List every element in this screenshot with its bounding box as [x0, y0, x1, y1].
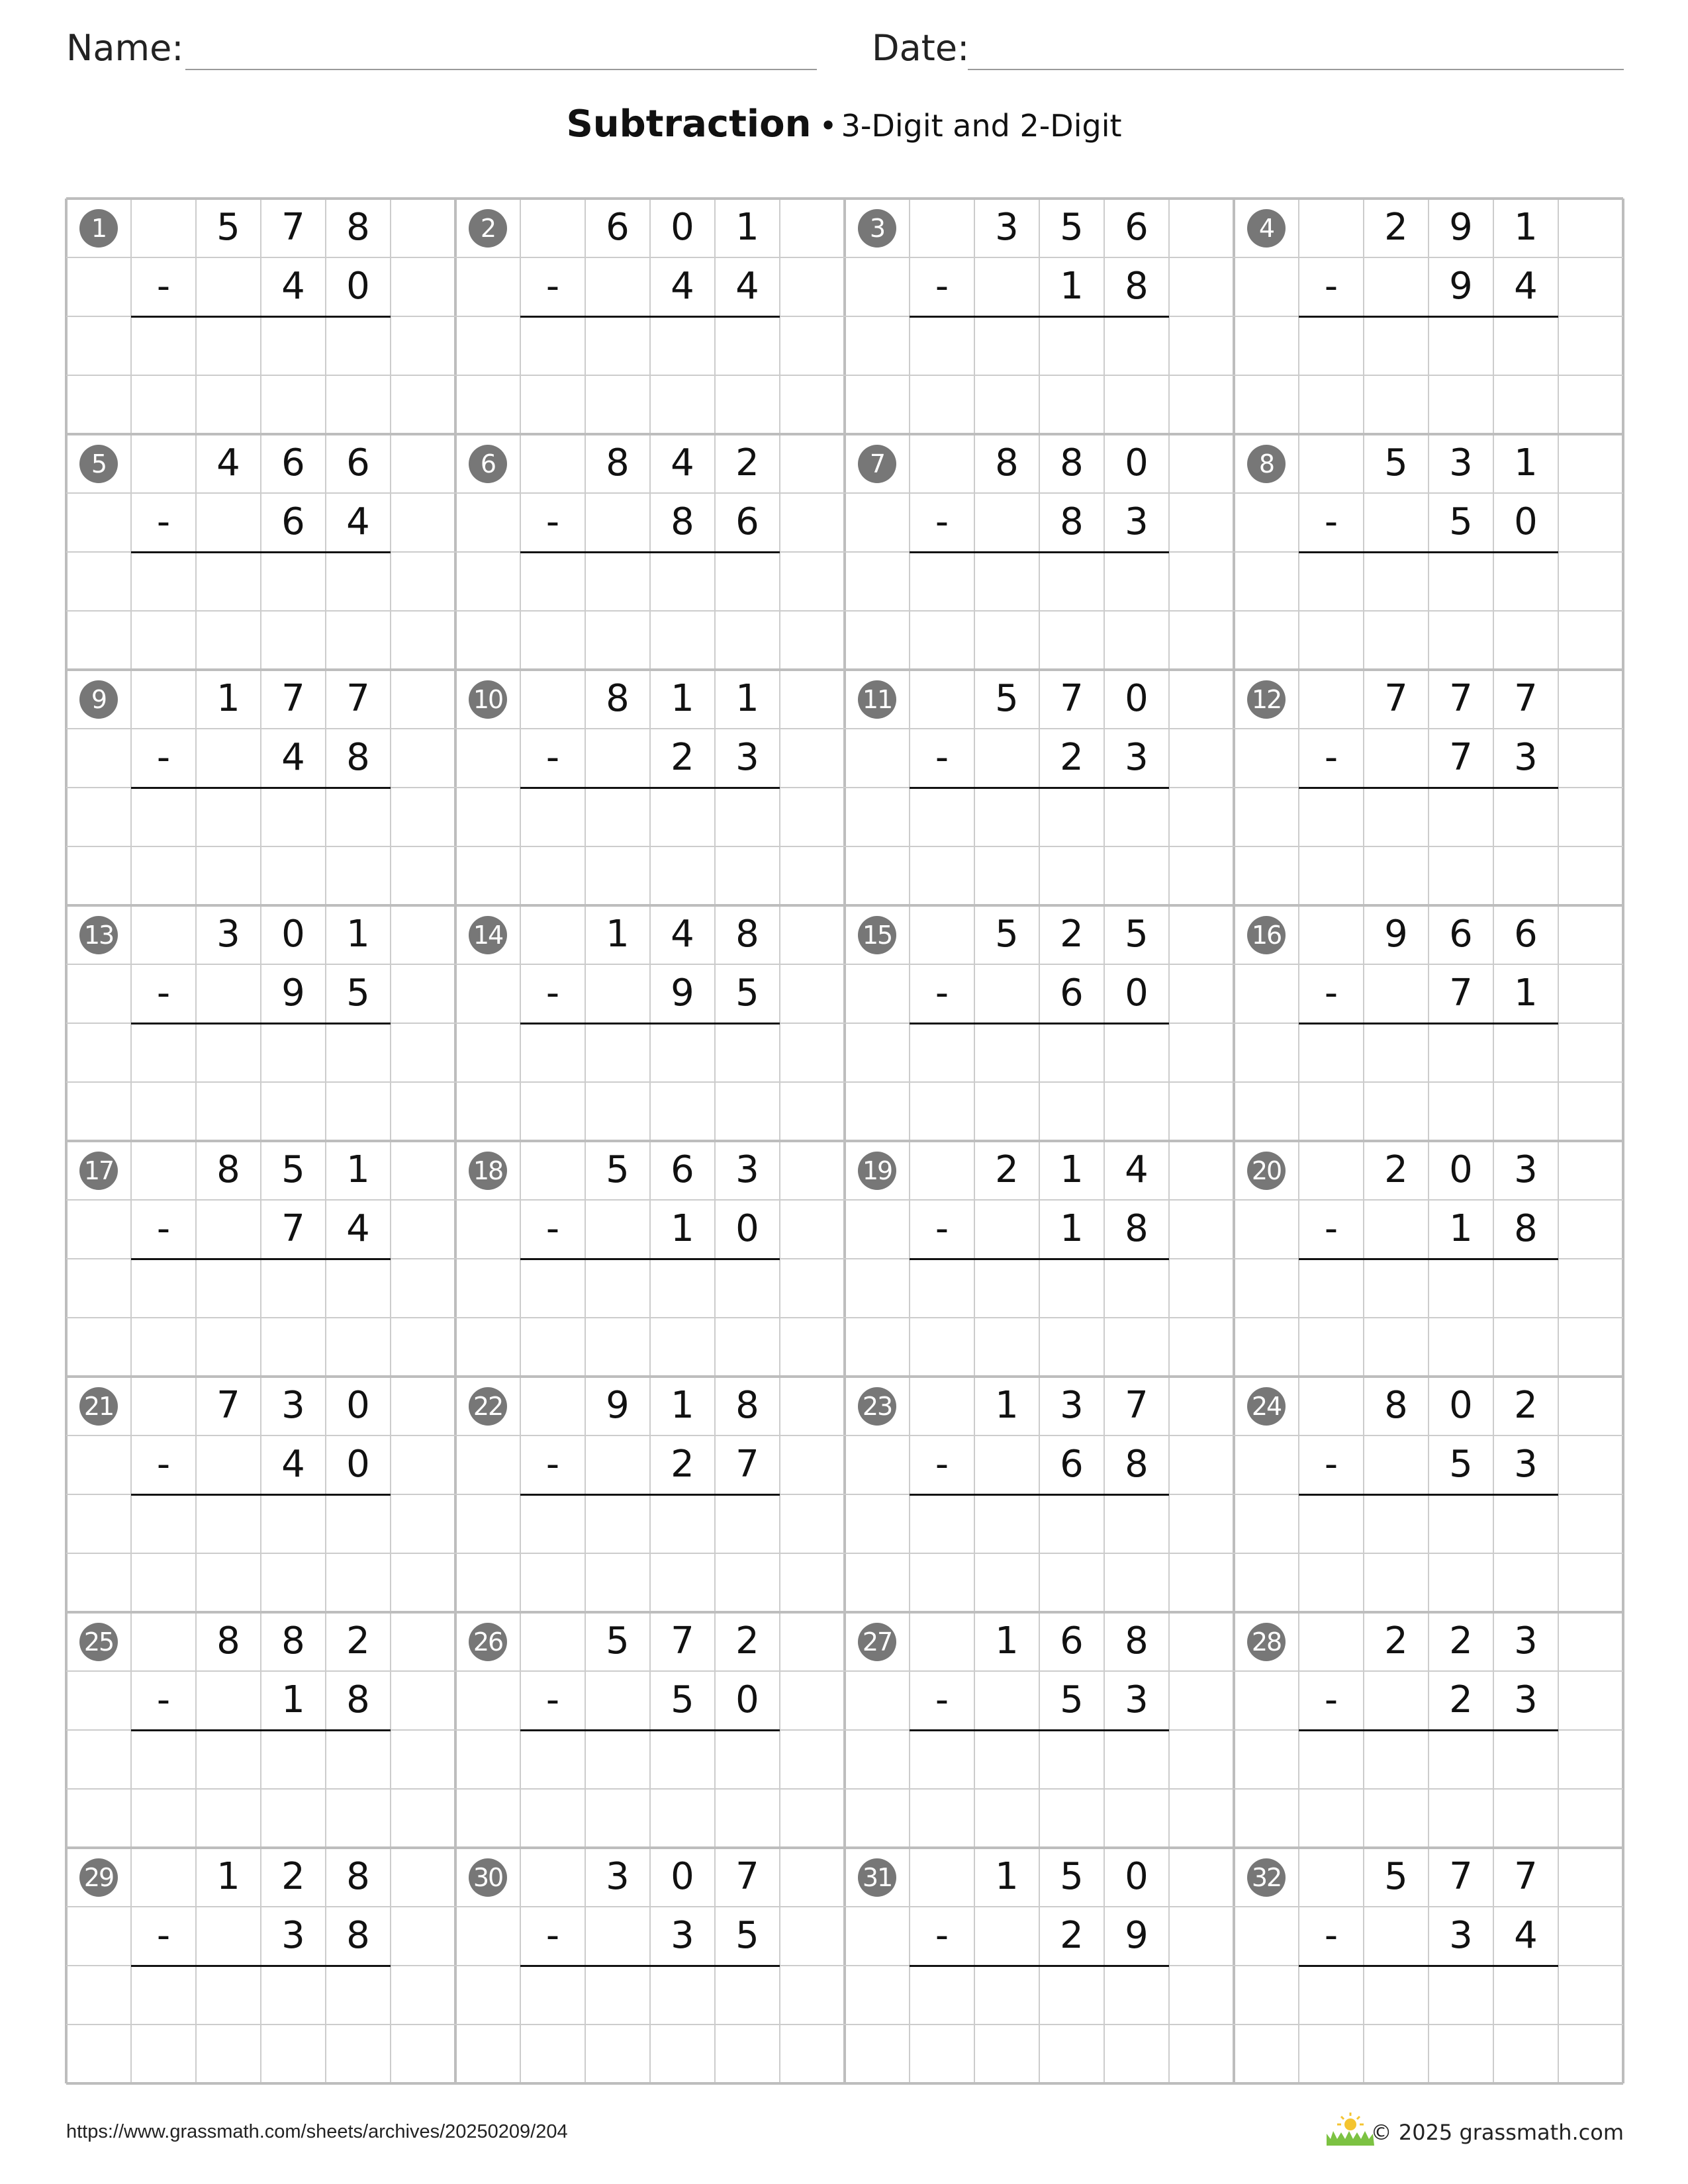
minus-sign: -: [935, 736, 949, 779]
subtrahend-digit: 3: [671, 1914, 694, 1957]
minuend-digit: 7: [1449, 677, 1473, 720]
subtrahend-digit: 0: [735, 1207, 759, 1250]
problem-number-badge: 14: [469, 916, 507, 954]
subtrahend-digit: 9: [281, 972, 305, 1015]
minus-sign: -: [1324, 1207, 1338, 1250]
minuend-digit: 3: [995, 206, 1019, 249]
minuend-digit: 8: [606, 441, 630, 484]
subtrahend-digit: 1: [1060, 265, 1084, 308]
minuend-digit: 5: [1060, 206, 1084, 249]
minuend-digit: 6: [1060, 1619, 1084, 1662]
problem-number-badge: 22: [469, 1387, 507, 1426]
minuend-digit: 2: [1060, 913, 1084, 956]
minuend-digit: 1: [606, 913, 630, 956]
subtrahend-digit: 9: [1449, 265, 1473, 308]
minuend-digit: 6: [346, 441, 370, 484]
subtrahend-digit: 6: [735, 500, 759, 543]
subtrahend-digit: 8: [346, 1678, 370, 1721]
subtrahend-digit: 0: [1514, 500, 1538, 543]
minus-sign: -: [1324, 265, 1338, 308]
minus-sign: -: [935, 1443, 949, 1486]
problem-number-badge: 32: [1247, 1858, 1286, 1897]
problem-number-badge: 24: [1247, 1387, 1286, 1426]
problem-number-badge: 31: [858, 1858, 896, 1897]
subtrahend-digit: 6: [281, 500, 305, 543]
minuend-digit: 3: [1449, 441, 1473, 484]
answer-line: [520, 1023, 780, 1024]
minus-sign: -: [156, 1443, 171, 1486]
subtrahend-digit: 3: [1125, 1678, 1149, 1721]
problem-number-badge: 8: [1247, 445, 1286, 483]
subtrahend-digit: 8: [671, 500, 694, 543]
minuend-digit: 0: [281, 913, 305, 956]
minuend-digit: 5: [1060, 1855, 1084, 1898]
subtrahend-digit: 4: [1514, 265, 1538, 308]
minuend-digit: 6: [671, 1148, 694, 1191]
subtrahend-digit: 4: [671, 265, 694, 308]
answer-line: [1299, 1023, 1558, 1024]
subtrahend-digit: 4: [346, 1207, 370, 1250]
problem-number-badge: 23: [858, 1387, 896, 1426]
minuend-digit: 7: [1125, 1384, 1149, 1427]
answer-line: [131, 1023, 391, 1024]
minus-sign: -: [1324, 736, 1338, 779]
minuend-digit: 3: [216, 913, 240, 956]
problem-number-badge: 9: [79, 680, 118, 719]
problem-number-badge: 12: [1247, 680, 1286, 719]
answer-line: [1299, 551, 1558, 553]
subtrahend-digit: 3: [1514, 1443, 1538, 1486]
subtrahend-digit: 7: [735, 1443, 759, 1486]
minus-sign: -: [156, 265, 171, 308]
answer-line: [1299, 1965, 1558, 1967]
answer-line: [910, 1023, 1169, 1024]
minus-sign: -: [935, 972, 949, 1015]
minuend-digit: 5: [606, 1619, 630, 1662]
problem-number-badge: 10: [469, 680, 507, 719]
minus-sign: -: [156, 1914, 171, 1957]
minuend-digit: 5: [995, 677, 1019, 720]
subtrahend-digit: 4: [1514, 1914, 1538, 1957]
subtrahend-digit: 3: [1449, 1914, 1473, 1957]
minuend-digit: 0: [1449, 1148, 1473, 1191]
minuend-digit: 7: [1514, 677, 1538, 720]
minuend-digit: 1: [216, 1855, 240, 1898]
subtrahend-digit: 8: [1060, 500, 1084, 543]
minuend-digit: 1: [1060, 1148, 1084, 1191]
minuend-digit: 8: [735, 1384, 759, 1427]
minus-sign: -: [935, 265, 949, 308]
minuend-digit: 3: [1514, 1619, 1538, 1662]
minuend-digit: 7: [1514, 1855, 1538, 1898]
minuend-digit: 7: [1060, 677, 1084, 720]
subtrahend-digit: 5: [735, 1914, 759, 1957]
minuend-digit: 0: [346, 1384, 370, 1427]
minuend-digit: 2: [1449, 1619, 1473, 1662]
minuend-digit: 9: [606, 1384, 630, 1427]
problem-number-badge: 7: [858, 445, 896, 483]
answer-line: [1299, 316, 1558, 318]
subtrahend-digit: 1: [671, 1207, 694, 1250]
subtrahend-digit: 5: [1449, 500, 1473, 543]
subtrahend-digit: 3: [1125, 500, 1149, 543]
subtrahend-digit: 2: [1449, 1678, 1473, 1721]
minuend-digit: 6: [1125, 206, 1149, 249]
minuend-digit: 1: [735, 206, 759, 249]
minuend-digit: 5: [1125, 913, 1149, 956]
subtrahend-digit: 3: [1514, 1678, 1538, 1721]
minus-sign: -: [545, 1207, 560, 1250]
minuend-digit: 0: [1449, 1384, 1473, 1427]
subtrahend-digit: 6: [1060, 1443, 1084, 1486]
answer-line: [131, 1965, 391, 1967]
subtrahend-digit: 9: [671, 972, 694, 1015]
problem-number-badge: 15: [858, 916, 896, 954]
minuend-digit: 2: [735, 1619, 759, 1662]
minuend-digit: 7: [735, 1855, 759, 1898]
minuend-digit: 5: [995, 913, 1019, 956]
answer-line: [910, 787, 1169, 789]
subtrahend-digit: 8: [1125, 265, 1149, 308]
minuend-digit: 8: [1384, 1384, 1408, 1427]
minuend-digit: 5: [1384, 1855, 1408, 1898]
subtrahend-digit: 7: [281, 1207, 305, 1250]
minuend-digit: 6: [1449, 913, 1473, 956]
minus-sign: -: [935, 1207, 949, 1250]
answer-line: [131, 787, 391, 789]
minus-sign: -: [1324, 1443, 1338, 1486]
minuend-digit: 8: [216, 1619, 240, 1662]
minuend-digit: 6: [1514, 913, 1538, 956]
subtrahend-digit: 4: [735, 265, 759, 308]
subtrahend-digit: 8: [346, 736, 370, 779]
worksheet-subtitle: 3-Digit and 2-Digit: [841, 108, 1122, 144]
minuend-digit: 8: [1060, 441, 1084, 484]
answer-line: [910, 1494, 1169, 1496]
minuend-digit: 2: [1514, 1384, 1538, 1427]
answer-line: [910, 1965, 1169, 1967]
minus-sign: -: [156, 1678, 171, 1721]
minuend-digit: 9: [1449, 206, 1473, 249]
subtrahend-digit: 9: [1125, 1914, 1149, 1957]
problem-number-badge: 13: [79, 916, 118, 954]
name-label: Name:: [66, 27, 184, 69]
minuend-digit: 7: [346, 677, 370, 720]
minuend-digit: 7: [1384, 677, 1408, 720]
problem-number-badge: 27: [858, 1623, 896, 1661]
minuend-digit: 1: [1514, 206, 1538, 249]
answer-line: [910, 1729, 1169, 1731]
subtrahend-digit: 1: [1449, 1207, 1473, 1250]
subtrahend-digit: 0: [1125, 972, 1149, 1015]
minuend-digit: 0: [1125, 1855, 1149, 1898]
minus-sign: -: [1324, 1678, 1338, 1721]
answer-line: [1299, 1258, 1558, 1260]
minuend-digit: 0: [1125, 677, 1149, 720]
subtrahend-digit: 7: [1449, 972, 1473, 1015]
subtrahend-digit: 8: [346, 1914, 370, 1957]
minus-sign: -: [1324, 1914, 1338, 1957]
minuend-digit: 4: [671, 441, 694, 484]
minuend-digit: 4: [216, 441, 240, 484]
minuend-digit: 4: [1125, 1148, 1149, 1191]
minuend-digit: 3: [281, 1384, 305, 1427]
problem-number-badge: 18: [469, 1152, 507, 1190]
minuend-digit: 2: [281, 1855, 305, 1898]
minuend-digit: 5: [1384, 441, 1408, 484]
subtrahend-digit: 3: [1514, 736, 1538, 779]
subtrahend-digit: 2: [671, 1443, 694, 1486]
minus-sign: -: [545, 265, 560, 308]
footer-copyright: © 2025 grassmath.com: [1370, 2120, 1624, 2145]
problem-number-badge: 28: [1247, 1623, 1286, 1661]
answer-line: [131, 316, 391, 318]
subtrahend-digit: 6: [1060, 972, 1084, 1015]
subtrahend-digit: 5: [1060, 1678, 1084, 1721]
minus-sign: -: [1324, 972, 1338, 1015]
minuend-digit: 8: [995, 441, 1019, 484]
subtrahend-digit: 3: [735, 736, 759, 779]
problem-number-badge: 16: [1247, 916, 1286, 954]
minuend-digit: 9: [1384, 913, 1408, 956]
minuend-digit: 8: [346, 206, 370, 249]
subtrahend-digit: 5: [346, 972, 370, 1015]
answer-line: [910, 551, 1169, 553]
minuend-digit: 1: [735, 677, 759, 720]
minus-sign: -: [156, 500, 171, 543]
minuend-digit: 3: [606, 1855, 630, 1898]
problem-number-badge: 1: [79, 209, 118, 248]
minuend-digit: 8: [216, 1148, 240, 1191]
answer-line: [520, 1494, 780, 1496]
problem-number-badge: 3: [858, 209, 896, 248]
minuend-digit: 1: [995, 1384, 1019, 1427]
problem-number-badge: 17: [79, 1152, 118, 1190]
subtrahend-digit: 1: [281, 1678, 305, 1721]
minus-sign: -: [935, 1678, 949, 1721]
answer-line: [1299, 1494, 1558, 1496]
minuend-digit: 0: [1125, 441, 1149, 484]
minus-sign: -: [545, 1443, 560, 1486]
minus-sign: -: [545, 1678, 560, 1721]
answer-line: [520, 551, 780, 553]
answer-line: [131, 1729, 391, 1731]
problem-number-badge: 20: [1247, 1152, 1286, 1190]
minuend-digit: 5: [216, 206, 240, 249]
subtrahend-digit: 0: [346, 1443, 370, 1486]
subtrahend-digit: 3: [281, 1914, 305, 1957]
minuend-digit: 7: [671, 1619, 694, 1662]
minus-sign: -: [156, 736, 171, 779]
minuend-digit: 2: [1384, 1148, 1408, 1191]
minuend-digit: 8: [735, 913, 759, 956]
minuend-digit: 1: [995, 1855, 1019, 1898]
minuend-digit: 3: [1060, 1384, 1084, 1427]
minuend-digit: 1: [671, 677, 694, 720]
subtrahend-digit: 3: [1125, 736, 1149, 779]
minuend-digit: 7: [281, 206, 305, 249]
minus-sign: -: [156, 972, 171, 1015]
problem-number-badge: 25: [79, 1623, 118, 1661]
minuend-digit: 2: [1384, 206, 1408, 249]
minuend-digit: 3: [1514, 1148, 1538, 1191]
minuend-digit: 1: [346, 913, 370, 956]
minuend-digit: 1: [1514, 441, 1538, 484]
minuend-digit: 1: [995, 1619, 1019, 1662]
minuend-digit: 3: [735, 1148, 759, 1191]
problem-number-badge: 26: [469, 1623, 507, 1661]
answer-line: [520, 1965, 780, 1967]
minuend-digit: 4: [671, 913, 694, 956]
problem-number-badge: 2: [469, 209, 507, 248]
subtrahend-digit: 1: [1514, 972, 1538, 1015]
minus-sign: -: [545, 736, 560, 779]
minuend-digit: 2: [346, 1619, 370, 1662]
subtrahend-digit: 4: [281, 265, 305, 308]
subtrahend-digit: 0: [735, 1678, 759, 1721]
minuend-digit: 1: [216, 677, 240, 720]
subtrahend-digit: 8: [1125, 1207, 1149, 1250]
answer-line: [1299, 1729, 1558, 1731]
minuend-digit: 1: [671, 1384, 694, 1427]
minuend-digit: 0: [671, 206, 694, 249]
minuend-digit: 8: [1125, 1619, 1149, 1662]
answer-line: [910, 1258, 1169, 1260]
problem-number-badge: 19: [858, 1152, 896, 1190]
subtrahend-digit: 7: [1449, 736, 1473, 779]
minus-sign: -: [1324, 500, 1338, 543]
subtrahend-digit: 4: [281, 736, 305, 779]
minuend-digit: 5: [606, 1148, 630, 1191]
answer-line: [520, 1729, 780, 1731]
worksheet-title: Subtraction: [566, 103, 812, 146]
problem-number-badge: 30: [469, 1858, 507, 1897]
subtrahend-digit: 2: [1060, 736, 1084, 779]
minuend-digit: 8: [606, 677, 630, 720]
answer-line: [520, 1258, 780, 1260]
answer-line: [520, 787, 780, 789]
minuend-digit: 7: [1449, 1855, 1473, 1898]
subtrahend-digit: 0: [346, 265, 370, 308]
answer-line: [910, 316, 1169, 318]
answer-line: [520, 316, 780, 318]
answer-line: [131, 1258, 391, 1260]
subtrahend-digit: 5: [735, 972, 759, 1015]
answer-line: [1299, 787, 1558, 789]
title-separator: •: [819, 108, 837, 144]
problem-number-badge: 29: [79, 1858, 118, 1897]
minuend-digit: 8: [281, 1619, 305, 1662]
date-label: Date:: [872, 27, 970, 69]
answer-line: [131, 551, 391, 553]
minuend-digit: 5: [281, 1148, 305, 1191]
grass-sun-logo-icon: [1324, 2110, 1377, 2147]
minus-sign: -: [935, 500, 949, 543]
minuend-digit: 6: [281, 441, 305, 484]
answer-line: [131, 1494, 391, 1496]
footer-url: https://www.grassmath.com/sheets/archives/20250209/204: [66, 2121, 568, 2142]
minuend-digit: 1: [346, 1148, 370, 1191]
minuend-digit: 0: [671, 1855, 694, 1898]
problem-number-badge: 21: [79, 1387, 118, 1426]
minus-sign: -: [935, 1914, 949, 1957]
subtrahend-digit: 8: [1125, 1443, 1149, 1486]
subtrahend-digit: 2: [1060, 1914, 1084, 1957]
minuend-digit: 2: [1384, 1619, 1408, 1662]
subtrahend-digit: 4: [281, 1443, 305, 1486]
subtrahend-digit: 8: [1514, 1207, 1538, 1250]
minuend-digit: 2: [735, 441, 759, 484]
subtrahend-digit: 5: [1449, 1443, 1473, 1486]
minuend-digit: 6: [606, 206, 630, 249]
subtrahend-digit: 1: [1060, 1207, 1084, 1250]
minuend-digit: 7: [216, 1384, 240, 1427]
problem-number-badge: 4: [1247, 209, 1286, 248]
subtrahend-digit: 2: [671, 736, 694, 779]
subtrahend-digit: 4: [346, 500, 370, 543]
subtrahend-digit: 5: [671, 1678, 694, 1721]
minus-sign: -: [545, 1914, 560, 1957]
minuend-digit: 8: [346, 1855, 370, 1898]
minuend-digit: 7: [281, 677, 305, 720]
minus-sign: -: [545, 500, 560, 543]
problem-number-badge: 6: [469, 445, 507, 483]
problem-number-badge: 5: [79, 445, 118, 483]
minuend-digit: 2: [995, 1148, 1019, 1191]
minus-sign: -: [545, 972, 560, 1015]
problem-number-badge: 11: [858, 680, 896, 719]
minus-sign: -: [156, 1207, 171, 1250]
